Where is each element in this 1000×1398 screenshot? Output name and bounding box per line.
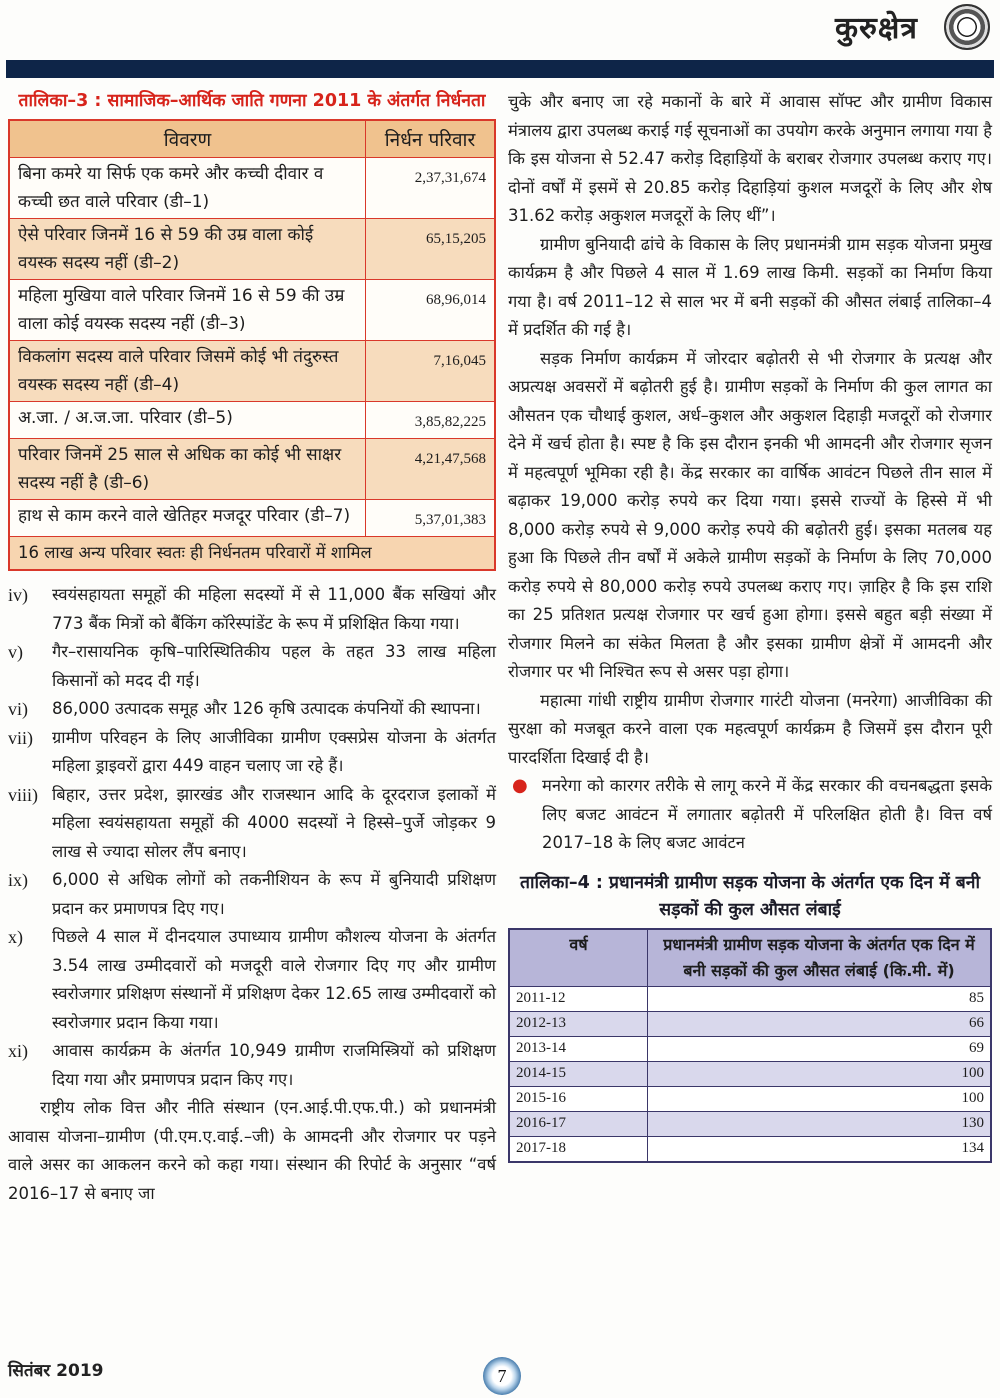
row-description: बिना कमरे या सिर्फ एक कमरे और कच्ची दीवार व कच्ची छत वाले परिवार (डी–1)	[9, 158, 366, 219]
list-item	[8, 581, 496, 638]
list-item-text: आवास कार्यक्रम के अंतर्गत 10,949 ग्रामीण राजमिस्त्रियों को प्रशिक्षण दिया गया और प्रमाणपत्र प्रदान किए गए।	[52, 1041, 496, 1089]
header-bar	[6, 60, 994, 78]
table-row	[9, 280, 495, 341]
table4-header-row	[509, 929, 991, 987]
list-item-text: ग्रामीण परिवहन के लिए आजीविका ग्रामीण एक्सप्रेस योजना के अंतर्गत महिला ड्राइवरों द्वारा 449 वाहन चलाए जा रहे हैं।	[52, 727, 496, 775]
row-description: परिवार जिनमें 25 साल से अधिक का कोई भी साक्षर सदस्य नहीं है (डी–6)	[9, 439, 366, 500]
row-value: 69	[648, 1036, 992, 1061]
list-item-text: स्वयंसहायता समूहों की महिला सदस्यों में से 11,000 बैंक सखियां और 773 बैंक मित्रों को बैंकिंग कॉरेस्पांडेंट के रूप में प्रशिक्षित किया गया।	[52, 585, 496, 633]
bullet-icon: ●	[512, 775, 528, 796]
page-number: 7	[483, 1357, 521, 1395]
row-year: 2015-16	[509, 1086, 648, 1111]
list-item-label: vii)	[8, 727, 33, 748]
list-item-label: x)	[8, 927, 23, 947]
masthead	[0, 0, 1000, 58]
row-value: 4,21,47,568	[366, 439, 496, 500]
row-year: 2012-13	[509, 1011, 648, 1036]
row-value: 3,85,82,225	[366, 402, 496, 439]
table-row	[9, 402, 495, 439]
bullet-item	[508, 772, 992, 858]
table4	[508, 928, 992, 1163]
table-row	[509, 1086, 991, 1111]
row-year: 2014-15	[509, 1061, 648, 1086]
table-row	[509, 1011, 991, 1036]
list-item-label: vi)	[8, 699, 28, 719]
table3-header-description: विवरण	[9, 120, 366, 158]
row-value: 130	[648, 1111, 992, 1136]
table4-title: तालिका–4 : प्रधानमंत्री ग्रामीण सड़क योजना के अंतर्गत एक दिन में बनी सड़कों की कुल औसत लंबाई	[519, 872, 980, 920]
row-year: 2013-14	[509, 1036, 648, 1061]
bullet-text: मनरेगा को कारगर तरीके से लागू करने में केंद्र सरकार की वचनबद्धता इसके लिए बजट आवंटन में लगातार बढ़ोतरी में परिलक्षित होती है। वित्त वर्ष 2017–18 के लिए बजट आवंटन	[542, 776, 992, 852]
issue-date: सितंबर 2019	[8, 1361, 104, 1381]
table3-title: तालिका–3 : सामाजिक–आर्थिक जाति गणना 2011 के अंतर्गत निर्धनता	[18, 91, 486, 111]
list-item	[8, 638, 496, 695]
row-value: 2,37,31,674	[366, 158, 496, 219]
row-description: हाथ से काम करने वाले खेतिहर मजदूर परिवार (डी–7)	[9, 500, 366, 537]
row-description: महिला मुखिया वाले परिवार जिनमें 16 से 59 की उम्र वाला कोई वयस्क सदस्य नहीं (डी–3)	[9, 280, 366, 341]
list-item-text: 6,000 से अधिक लोगों को तकनीशियन के रूप में बुनियादी प्रशिक्षण प्रदान कर प्रमाणपत्र दिए गए।	[52, 870, 496, 918]
table-row	[509, 986, 991, 1011]
magazine-brand: कुरुक्षेत्र	[834, 11, 918, 46]
list-item-label: v)	[8, 642, 23, 662]
table-row	[509, 1036, 991, 1061]
body-paragraph: चुके और बनाए जा रहे मकानों के बारे में आवास सॉफ्ट और ग्रामीण विकास मंत्रालय द्वारा उपलब्ध कराई गई सूचनाओं का उपयोग करके अनुमान लगाया गया है कि इस योजना से 52.47 करोड़ दिहाड़ियों के बराबर रोजगार उपलब्ध कराए गए। दोनों वर्षों में इसमें से 20.85 करोड़ दिहाड़ियां कुशल मजदूरों के लिए और शेष 31.62 करोड़ अकुशल मजदूरों के लिए थीं”।	[508, 92, 992, 225]
list-item-text: पिछले 4 साल में दीनदयाल उपाध्याय ग्रामीण कौशल्य योजना के अंतर्गत 3.54 लाख उम्मीदवारों को मजदूरी वाले रोजगार दिए गए और ग्रामीण स्वरोजगार प्रशिक्षण संस्थानों में प्रशिक्षण देकर 12.65 लाख उम्मीदवारों को स्वरोजगार प्रदान किया गया।	[52, 927, 496, 1032]
row-value: 66	[648, 1011, 992, 1036]
table-row	[9, 341, 495, 402]
right-column	[508, 88, 992, 1163]
row-value: 100	[648, 1086, 992, 1111]
list-item-text: बिहार, उत्तर प्रदेश, झारखंड और राजस्थान आदि के दूरदराज इलाकों में महिला स्वयंसहायता समूहों की 4000 सदस्यों ने हिस्से–पुर्जे जोड़कर 9 लाख से ज्यादा सोलर लैंप बनाए।	[52, 784, 496, 861]
table-row	[509, 1111, 991, 1136]
row-description: विकलांग सदस्य वाले परिवार जिसमें कोई भी तंदुरुस्त वयस्क सदस्य नहीं (डी–4)	[9, 341, 366, 402]
row-value: 134	[648, 1136, 992, 1162]
table3-header-households: निर्धन परिवार	[366, 120, 496, 158]
table-row	[509, 1136, 991, 1162]
list-item-text: 86,000 उत्पादक समूह और 126 कृषि उत्पादक कंपनियों की स्थापना।	[52, 699, 481, 718]
row-value: 68,96,014	[366, 280, 496, 341]
list-item	[8, 695, 496, 724]
table-row	[509, 1061, 991, 1086]
table-row	[9, 219, 495, 280]
table3	[8, 119, 496, 571]
row-year: 2017-18	[509, 1136, 648, 1162]
body-paragraph: सड़क निर्माण कार्यक्रम में जोरदार बढ़ोतरी से भी रोजगार के प्रत्यक्ष और अप्रत्यक्ष अवसरों में बढ़ोतरी हुई है। ग्रामीण सड़कों के निर्माण की कुल लागत का औसतन एक चौथाई कुशल, अर्ध–कुशल और अकुशल दिहाड़ी मजदूरों को रोजगार देने में खर्च होता है। स्पष्ट है कि इस दौरान इनकी भी आमदनी और रोजगार सृजन में महत्वपूर्ण भूमिका रही है। केंद्र सरकार का वार्षिक आवंटन पिछले तीन साल में बढ़ाकर 19,000 करोड़ रुपये कर दिया गया। इससे राज्यों के हिस्से में भी 8,000 करोड़ रुपये से 9,000 करोड़ रुपये की बढ़ोतरी हुई। इसका मतलब यह हुआ कि पिछले तीन वर्षों में अकेले ग्रामीण सड़कों के निर्माण के लिए 70,000 करोड़ रुपये से 80,000 करोड़ रुपये उपलब्ध कराए गए। ज़ाहिर है कि इस राशि का 25 प्रतिशत प्रत्यक्ष रोजगार पर खर्च हुआ होगा। इससे बहुत बड़ी संख्या में रोजगार मिलने का संकेत मिलता है और इसका ग्रामीण क्षेत्रों में आमदनी और रोजगार पर भी निश्चित रूप से असर पड़ा होगा।	[508, 348, 992, 681]
list-item	[8, 724, 496, 781]
list-item-label: viii)	[8, 784, 38, 805]
list-item	[8, 866, 496, 923]
list-item-text: गैर–रासायनिक कृषि–पारिस्थितिकीय पहल के तहत 33 लाख महिला किसानों को मदद दी गई।	[52, 642, 496, 690]
table3-footer-note: 16 लाख अन्य परिवार स्वतः ही निर्धनतम परिवारों में शामिल	[9, 537, 495, 571]
table3-footer-row	[9, 537, 495, 571]
body-paragraph: ग्रामीण बुनियादी ढांचे के विकास के लिए प्रधानमंत्री ग्राम सड़क योजना प्रमुख कार्यक्रम है और पिछले 4 साल में 1.69 लाख किमी. सड़कों का निर्माण किया गया है। वर्ष 2011–12 से साल भर में बनी सड़कों की औसत लंबाई तालिका–4 में प्रदर्शित की गई है।	[508, 234, 992, 339]
row-year: 2016-17	[509, 1111, 648, 1136]
list-item	[8, 923, 496, 1037]
table4-header-length: प्रधानमंत्री ग्रामीण सड़क योजना के अंतर्गत एक दिन में बनी सड़कों की कुल औसत लंबाई (कि.मी. में)	[648, 929, 992, 987]
row-value: 85	[648, 986, 992, 1011]
row-value: 7,16,045	[366, 341, 496, 402]
list-item-label: iv)	[8, 585, 28, 605]
table4-header-year: वर्ष	[509, 929, 648, 987]
row-year: 2011-12	[509, 986, 648, 1011]
body-paragraph: राष्ट्रीय लोक वित्त और नीति संस्थान (एन.आई.पी.एफ.पी.) को प्रधानमंत्री आवास योजना–ग्रामीण (पी.एम.ए.वाई.–जी) के आमदनी और रोजगार पर पड़ने वाले असर का आकलन करने को कहा गया। संस्थान की रिपोर्ट के अनुसार “वर्ष 2016–17 से बनाए जा	[8, 1098, 496, 1203]
list-item	[8, 781, 496, 867]
row-value: 5,37,01,383	[366, 500, 496, 537]
chakra-emblem-icon	[944, 4, 990, 50]
left-column	[8, 88, 496, 1208]
list-item	[8, 1037, 496, 1094]
row-value: 100	[648, 1061, 992, 1086]
row-description: ऐसे परिवार जिनमें 16 से 59 की उम्र वाला कोई वयस्क सदस्य नहीं (डी–2)	[9, 219, 366, 280]
list-item-label: ix)	[8, 870, 28, 890]
row-value: 65,15,205	[366, 219, 496, 280]
body-paragraph: महात्मा गांधी राष्ट्रीय ग्रामीण रोजगार गारंटी योजना (मनरेगा) आजीविका की सुरक्षा को मजबूत करने वाला एक महत्वपूर्ण कार्यक्रम है जिसमें इस दौरान पूरी पारदर्शिता दिखाई दी है।	[508, 690, 992, 767]
table-row	[9, 439, 495, 500]
table-row	[9, 500, 495, 537]
table3-header-row	[9, 120, 495, 158]
row-description: अ.जा. / अ.ज.जा. परिवार (डी–5)	[9, 402, 366, 439]
table-row	[9, 158, 495, 219]
achievement-list	[8, 581, 496, 1094]
list-item-label: xi)	[8, 1041, 28, 1061]
